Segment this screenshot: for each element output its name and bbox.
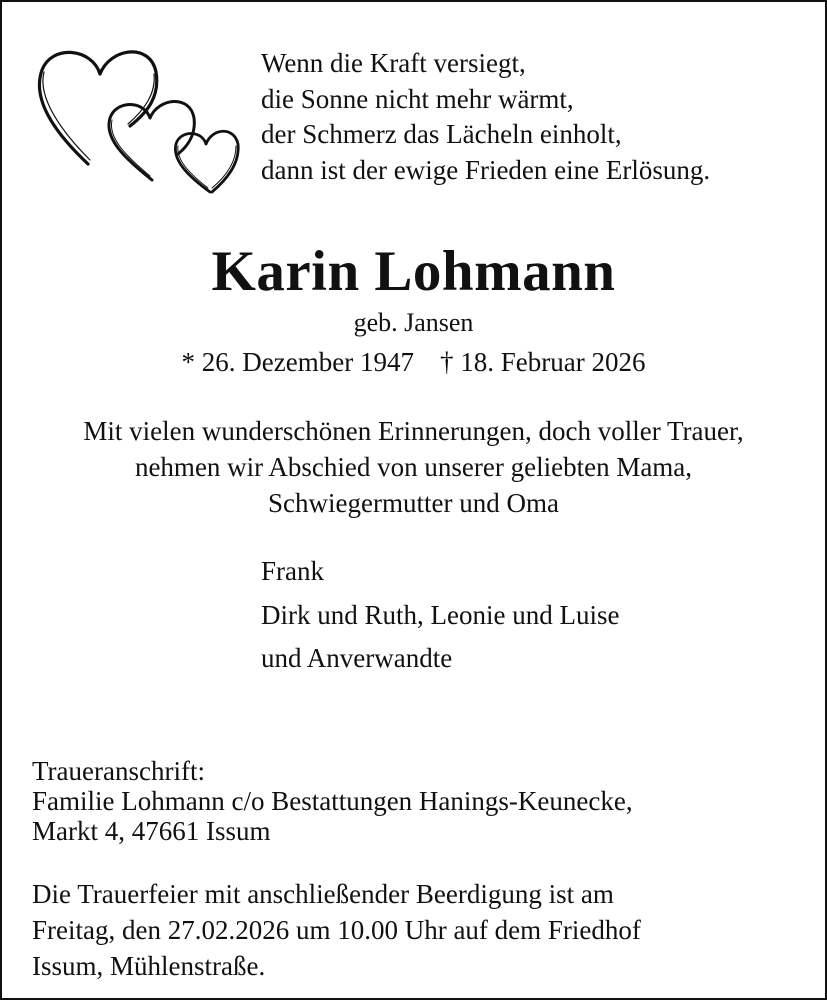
address-line: Markt 4, 47661 Issum — [32, 816, 271, 846]
mourner-line: Dirk und Ruth, Leonie und Luise — [261, 599, 620, 630]
three-hearts-icon — [30, 38, 245, 203]
mourners-list — [261, 550, 619, 681]
life-dates — [0, 344, 827, 380]
mourner-line: und Anverwandte — [261, 643, 453, 673]
message-line: Schwiegermutter und Oma — [268, 488, 559, 518]
deceased-name: Karin Lohmann — [211, 240, 616, 303]
funeral-service-info — [32, 876, 641, 984]
message-line: nehmen wir Abschied von unserer geliebten Mama, — [134, 452, 693, 482]
service-line: Die Trauerfeier mit anschließender Beerdigung ist am — [32, 879, 614, 909]
maiden-name: geb. Jansen — [353, 308, 474, 337]
poem — [261, 46, 710, 188]
mourner-line: Frank — [261, 556, 324, 586]
farewell-message — [0, 413, 827, 521]
address-line: Familie Lohmann c/o Bestattungen Hanings-Keunecke, — [32, 786, 633, 816]
mourning-address — [32, 756, 633, 846]
address-line: Traueranschrift: — [32, 756, 205, 786]
poem-line: dann ist der ewige Frieden eine Erlösung. — [261, 154, 711, 185]
poem-line: die Sonne nicht mehr wärmt, — [261, 83, 574, 114]
service-line: Issum, Mühlenstraße. — [32, 951, 266, 981]
poem-line: Wenn die Kraft versiegt, — [261, 48, 526, 78]
message-line: Mit vielen wunderschönen Erinnerungen, doch voller Trauer, — [83, 416, 744, 446]
service-line: Freitag, den 27.02.2026 um 10.00 Uhr auf dem Friedhof — [32, 915, 641, 945]
death-date: † 18. Februar 2026 — [439, 347, 646, 377]
birth-date: * 26. Dezember 1947 — [181, 347, 414, 377]
poem-line: der Schmerz das Lächeln einholt, — [261, 119, 622, 149]
